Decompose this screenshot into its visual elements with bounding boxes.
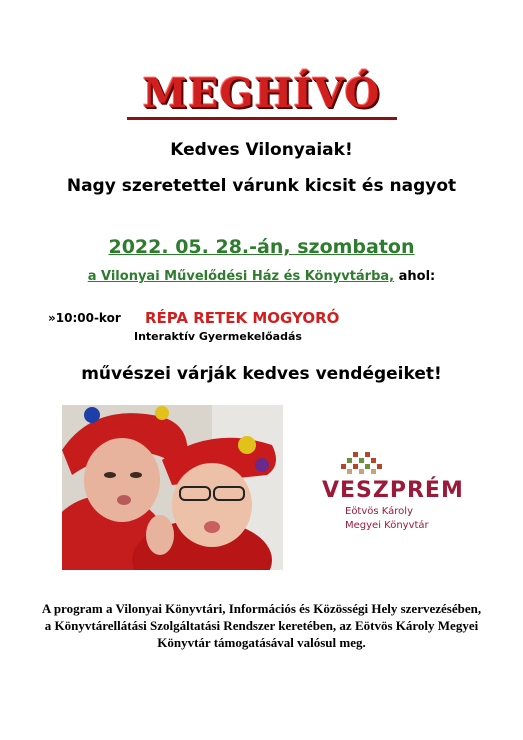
program-title: RÉPA RETEK MOGYORÓ bbox=[145, 309, 340, 327]
library-logo-pattern-icon bbox=[337, 452, 387, 474]
venue-text: a Vilonyai Művelődési Ház és Könyvtárba, bbox=[87, 269, 395, 284]
artists-line: művészei várják kedves vendégeiket! bbox=[81, 364, 442, 384]
program-subtitle: Interaktív Gyermekelőadás bbox=[134, 330, 302, 343]
welcome-text: Nagy szeretettel várunk kicsit és nagyot bbox=[66, 176, 457, 196]
library-logo-line2: Megyei Könyvtár bbox=[345, 520, 429, 531]
event-date bbox=[0, 236, 523, 258]
performers-photo bbox=[62, 405, 283, 570]
greeting: Kedves Vilonyaiak! bbox=[170, 140, 353, 160]
title-underline bbox=[127, 117, 397, 120]
performers-photo-illustration bbox=[62, 405, 283, 570]
venue-suffix: ahol: bbox=[398, 269, 436, 284]
page-title: MEGHÍVÓ bbox=[142, 70, 381, 117]
library-logo-line1: Eötvös Károly bbox=[345, 506, 413, 517]
venue-line bbox=[0, 269, 523, 284]
program-time: »10:00-kor bbox=[48, 311, 121, 325]
footer-text: A program a Vilonyai Könyvtári, Információs és Közösségi Hely szervezésében, a Könyvtárellátási Szolgáltatási Rendszer keretében, az Eötvös Károly Megyei Könyvtár támogatásával valósul meg. bbox=[41, 601, 482, 650]
library-logo-name: VESZPRÉM bbox=[322, 478, 464, 503]
event-date-text: 2022. 05. 28.-án, szombaton bbox=[108, 236, 415, 258]
